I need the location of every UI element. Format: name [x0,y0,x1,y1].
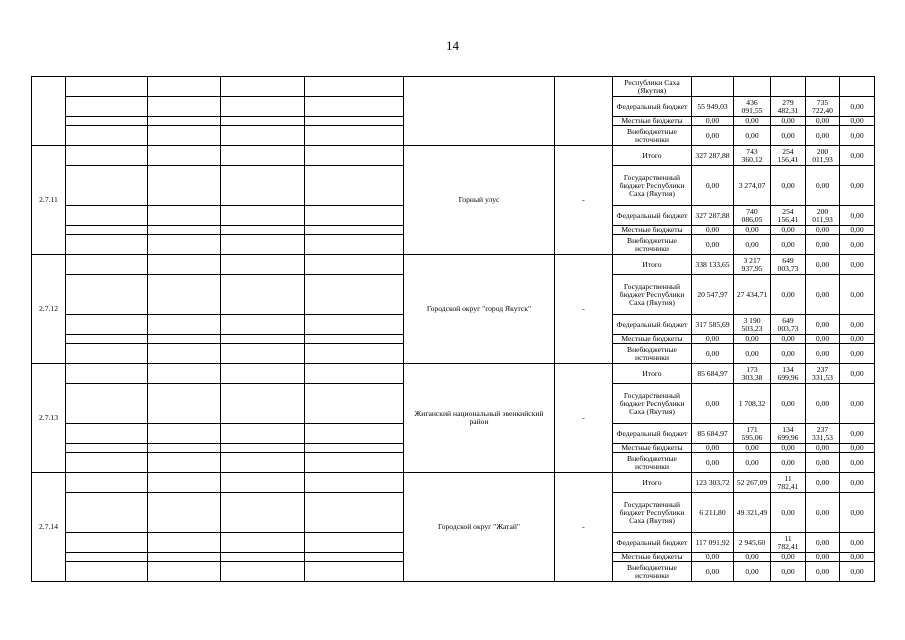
empty-cell [221,335,305,344]
value-cell: 0,00 [771,493,806,533]
empty-cell [66,553,148,562]
source-cell: Итого [613,255,692,275]
source-cell: Федеральный бюджет [613,206,692,226]
value-cell: 0,00 [806,235,840,255]
empty-cell [148,166,221,206]
empty-cell [305,473,404,493]
empty-cell [66,384,148,424]
empty-cell [66,364,148,384]
empty-cell [148,453,221,473]
value-cell: 117 091,92 [692,533,734,553]
table-row [32,364,875,384]
empty-cell [66,493,148,533]
dash-cell: - [555,364,613,473]
empty-cell [221,453,305,473]
value-cell: 0,00 [771,562,806,582]
value-cell: 0,00 [734,562,771,582]
empty-cell [305,315,404,335]
empty-cell [771,77,806,97]
value-cell: 0,00 [806,384,840,424]
empty-cell [221,275,305,315]
empty-cell [148,473,221,493]
empty-cell [148,444,221,453]
empty-cell [148,335,221,344]
value-cell: 0,00 [692,117,734,126]
value-cell: 0,00 [734,235,771,255]
source-cell: Федеральный бюджет [613,315,692,335]
empty-cell [148,424,221,444]
empty-cell [305,117,404,126]
value-cell: 649 003,73 [771,315,806,335]
value-cell: 0,00 [806,166,840,206]
empty-cell [148,364,221,384]
value-cell: 254 156,41 [771,146,806,166]
source-cell: Государственный бюджет Республики Саха (Якутия) [613,166,692,206]
value-cell: 0,00 [692,335,734,344]
empty-cell [221,444,305,453]
value-cell: 0,00 [806,335,840,344]
empty-cell [66,235,148,255]
territory-name: Городской округ "Жатай" [404,473,555,582]
empty-cell [305,562,404,582]
value-cell: 171 595,06 [734,424,771,444]
territory-name: Городской округ "город Якутск" [404,255,555,364]
value-cell: 0,00 [840,444,875,453]
value-cell: 0,00 [840,562,875,582]
empty-cell [305,533,404,553]
empty-cell [305,275,404,315]
empty-cell [221,562,305,582]
empty-cell [305,77,404,97]
value-cell: 0,00 [806,255,840,275]
value-cell: 0,00 [806,553,840,562]
empty-cell [66,166,148,206]
value-cell: 134 699,96 [771,424,806,444]
empty-cell [221,97,305,117]
empty-cell [66,315,148,335]
table-row [32,255,875,275]
value-cell: 0,00 [692,444,734,453]
value-cell: 0,00 [771,117,806,126]
empty-cell [305,255,404,275]
source-cell: Внебюджетные источники [613,344,692,364]
value-cell: 0,00 [734,344,771,364]
empty-cell [66,275,148,315]
empty-cell [66,226,148,235]
empty-cell [148,206,221,226]
empty-cell [148,77,221,97]
value-cell: 0,00 [771,335,806,344]
value-cell: 1 708,32 [734,384,771,424]
value-cell: 0,00 [840,117,875,126]
value-cell: 200 011,93 [806,146,840,166]
empty-cell [66,335,148,344]
value-cell: 0,00 [806,473,840,493]
value-cell: 0,00 [806,315,840,335]
value-cell: 3 190 503,23 [734,315,771,335]
value-cell: 85 684,97 [692,424,734,444]
empty-cell [734,77,771,97]
empty-cell [305,206,404,226]
section-code: 2.7.11 [32,146,66,255]
value-cell: 0,00 [840,226,875,235]
empty-cell [66,424,148,444]
dash-cell: - [555,255,613,364]
empty-cell [148,553,221,562]
value-cell: 338 133,65 [692,255,734,275]
value-cell: 0,00 [771,235,806,255]
empty-cell [148,315,221,335]
value-cell: 0,00 [734,126,771,146]
value-cell: 173 303,38 [734,364,771,384]
value-cell: 0,00 [840,533,875,553]
empty-cell [305,553,404,562]
value-cell: 20 547,97 [692,275,734,315]
empty-cell [221,315,305,335]
value-cell: 0,00 [840,473,875,493]
value-cell: 0,00 [806,117,840,126]
value-cell: 0,00 [692,166,734,206]
value-cell: 0,00 [771,126,806,146]
source-cell: Федеральный бюджет [613,97,692,117]
empty-cell [148,117,221,126]
value-cell: 0,00 [840,453,875,473]
value-cell: 0,00 [806,562,840,582]
empty-cell [221,473,305,493]
source-cell: Внебюджетные источники [613,562,692,582]
dash-cell: - [555,473,613,582]
empty-cell [66,97,148,117]
value-cell: 0,00 [734,335,771,344]
value-cell: 0,00 [840,206,875,226]
territory-name: Жиганский национальный эвенкийский район [404,364,555,473]
empty-cell [221,533,305,553]
value-cell: 0,00 [771,226,806,235]
empty-cell [305,166,404,206]
empty-cell [148,493,221,533]
empty-cell [305,453,404,473]
value-cell: 200 011,93 [806,206,840,226]
empty-cell [806,77,840,97]
empty-cell [221,235,305,255]
source-cell: Государственный бюджет Республики Саха (Якутия) [613,384,692,424]
value-cell: 0,00 [806,275,840,315]
value-cell: 0,00 [692,344,734,364]
value-cell: 134 699,96 [771,364,806,384]
empty-cell [66,562,148,582]
empty-cell [66,206,148,226]
empty-cell [305,364,404,384]
empty-cell [692,77,734,97]
value-cell: 0,00 [806,226,840,235]
section-code: 2.7.13 [32,364,66,473]
empty-cell [221,344,305,364]
value-cell: 0,00 [840,235,875,255]
value-cell: 55 949,03 [692,97,734,117]
value-cell: 327 287,88 [692,146,734,166]
value-cell: 0,00 [840,493,875,533]
value-cell: 0,00 [840,275,875,315]
empty-cell [305,344,404,364]
value-cell: 0,00 [840,344,875,364]
value-cell: 0,00 [771,344,806,364]
value-cell: 0,00 [840,255,875,275]
empty-cell [66,126,148,146]
value-cell: 0,00 [734,226,771,235]
value-cell: 0,00 [771,166,806,206]
source-cell: Внебюджетные источники [613,235,692,255]
value-cell: 0,00 [840,126,875,146]
value-cell: 0,00 [692,562,734,582]
territory-name: Горный улус [404,146,555,255]
value-cell: 0,00 [840,335,875,344]
value-cell: 3 217 937,95 [734,255,771,275]
source-cell: Местные бюджеты [613,226,692,235]
value-cell: 0,00 [771,444,806,453]
empty-cell [221,364,305,384]
value-cell: 0,00 [806,453,840,473]
source-cell: Итого [613,146,692,166]
table-row [32,473,875,493]
value-cell: 0,00 [806,126,840,146]
value-cell: 0,00 [840,315,875,335]
value-cell: 0,00 [771,553,806,562]
empty-cell [148,226,221,235]
source-cell: Государственный бюджет Республики Саха (Якутия) [613,275,692,315]
value-cell: 0,00 [692,126,734,146]
empty-cell [305,226,404,235]
empty-cell [221,146,305,166]
source-cell: Федеральный бюджет [613,424,692,444]
dash-cell [555,77,613,146]
value-cell: 27 434,71 [734,275,771,315]
empty-cell [221,553,305,562]
source-cell: Республики Саха (Якутия) [613,77,692,97]
empty-cell [66,146,148,166]
territory-name-cell [404,77,555,146]
value-cell: 317 585,69 [692,315,734,335]
empty-cell [305,146,404,166]
value-cell: 743 360,12 [734,146,771,166]
value-cell: 123 303,72 [692,473,734,493]
empty-cell [221,493,305,533]
empty-cell [148,97,221,117]
empty-cell [148,275,221,315]
value-cell: 6 211,80 [692,493,734,533]
value-cell: 0,00 [840,384,875,424]
value-cell: 0,00 [840,424,875,444]
value-cell: 52 267,09 [734,473,771,493]
value-cell: 735 722,40 [806,97,840,117]
value-cell: 254 156,41 [771,206,806,226]
value-cell: 0,00 [806,344,840,364]
value-cell: 3 274,07 [734,166,771,206]
source-cell: Местные бюджеты [613,335,692,344]
empty-cell [148,126,221,146]
empty-cell [305,335,404,344]
value-cell: 49 321,49 [734,493,771,533]
value-cell: 0,00 [734,444,771,453]
value-cell: 740 086,05 [734,206,771,226]
empty-cell [221,255,305,275]
value-cell: 327 287,88 [692,206,734,226]
empty-cell [305,97,404,117]
value-cell: 0,00 [771,384,806,424]
table-row [32,77,875,97]
source-cell: Внебюджетные источники [613,126,692,146]
empty-cell [148,533,221,553]
code-cell [32,77,66,146]
empty-cell [221,206,305,226]
empty-cell [221,384,305,424]
value-cell: 0,00 [840,146,875,166]
section-code: 2.7.14 [32,473,66,582]
value-cell: 2 945,60 [734,533,771,553]
empty-cell [221,166,305,206]
empty-cell [305,126,404,146]
value-cell: 0,00 [806,533,840,553]
value-cell: 0,00 [840,166,875,206]
value-cell: 0,00 [806,444,840,453]
empty-cell [66,117,148,126]
source-cell: Местные бюджеты [613,553,692,562]
source-cell: Федеральный бюджет [613,533,692,553]
empty-cell [221,126,305,146]
value-cell: 0,00 [734,553,771,562]
empty-cell [66,344,148,364]
empty-cell [305,235,404,255]
empty-cell [305,424,404,444]
empty-cell [66,453,148,473]
value-cell: 237 331,53 [806,364,840,384]
empty-cell [305,444,404,453]
value-cell: 0,00 [734,453,771,473]
value-cell: 0,00 [840,364,875,384]
value-cell: 0,00 [806,493,840,533]
value-cell: 0,00 [771,275,806,315]
source-cell: Местные бюджеты [613,444,692,453]
source-cell: Итого [613,364,692,384]
value-cell: 649 003,73 [771,255,806,275]
source-cell: Итого [613,473,692,493]
page-number: 14 [446,38,459,53]
empty-cell [305,384,404,424]
empty-cell [840,77,875,97]
source-cell: Внебюджетные источники [613,453,692,473]
empty-cell [148,255,221,275]
budget-table [31,76,875,582]
value-cell: 237 331,53 [806,424,840,444]
value-cell: 0,00 [840,97,875,117]
value-cell: 436 091,55 [734,97,771,117]
value-cell: 0,00 [692,553,734,562]
empty-cell [148,344,221,364]
table-row [32,146,875,166]
empty-cell [148,235,221,255]
empty-cell [148,146,221,166]
empty-cell [221,77,305,97]
empty-cell [66,77,148,97]
dash-cell: - [555,146,613,255]
empty-cell [221,226,305,235]
empty-cell [221,424,305,444]
value-cell: 85 684,97 [692,364,734,384]
empty-cell [148,384,221,424]
value-cell: 0,00 [840,553,875,562]
value-cell: 0,00 [734,117,771,126]
value-cell: 0,00 [692,235,734,255]
source-cell: Государственный бюджет Республики Саха (Якутия) [613,493,692,533]
empty-cell [66,444,148,453]
empty-cell [66,533,148,553]
source-cell: Местные бюджеты [613,117,692,126]
empty-cell [221,117,305,126]
value-cell: 11 782,41 [771,533,806,553]
empty-cell [66,473,148,493]
value-cell: 0,00 [692,384,734,424]
empty-cell [305,493,404,533]
empty-cell [148,562,221,582]
value-cell: 0,00 [692,226,734,235]
value-cell: 11 782,41 [771,473,806,493]
value-cell: 0,00 [771,453,806,473]
value-cell: 0,00 [692,453,734,473]
value-cell: 279 482,31 [771,97,806,117]
empty-cell [66,255,148,275]
section-code: 2.7.12 [32,255,66,364]
